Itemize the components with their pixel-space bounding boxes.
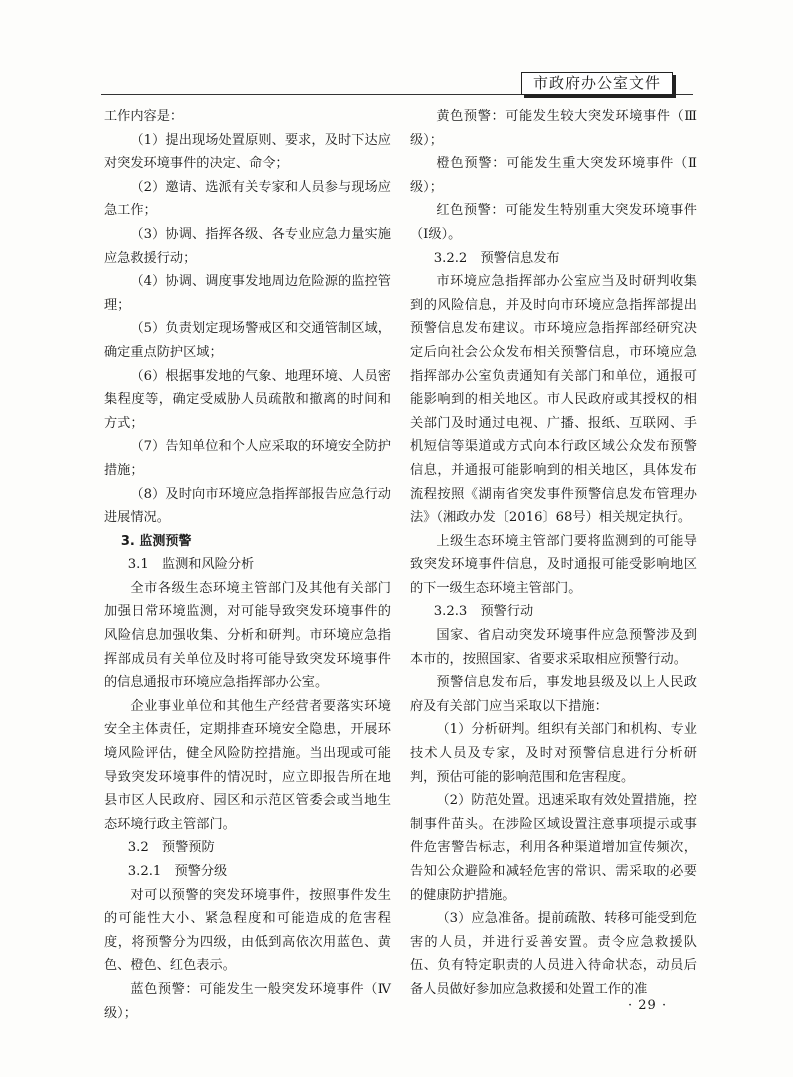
paragraph: 红色预警：可能发生特别重大突发环境事件（Ⅰ级）。: [410, 203, 697, 242]
page-number: · 29 ·: [628, 998, 668, 1013]
subsection-heading: 3.2.2 预警信息发布: [433, 250, 560, 266]
paragraph: （1）提出现场处置原则、要求，及时下达应对突发环境事件的决定、命令；: [104, 132, 391, 172]
paragraph: 市环境应急指挥部办公室应当及时研判收集到的风险信息，并及时向市环境应急指挥部提出预警信息发布建议。市环境应急指挥部经研究决定后向社会公众发布相关预警信息，市环境应急指挥部办公室负责通知有关部门和单位，通报可能影响到的相关地区。市人民政府或其授权的相关部门及时通过电视、广播、报纸、互联网、手机短信等渠道或方式向本行政区域公众发布预警信息，并通报可能影响到的相关地区，具体发布流程按照《湖南省突发事件预警信息发布管理办法》（湘政办发〔2016〕68号）相关规定执行。: [410, 274, 697, 526]
section-heading: 3. 监测预警: [120, 533, 192, 549]
paragraph: 工作内容是：: [104, 109, 184, 124]
paragraph: 全市各级生态环境主管部门及其他有关部门加强日常环境监测，对可能导致突发环境事件的风险信息加强收集、分析和研判。市环境应急指挥部成员有关单位及时将可能导致突发环境事件的信息通报市环境应急指挥部办公室。: [104, 580, 391, 691]
paragraph: （6）根据事发地的气象、地理环境、人员密集程度等，确定受威胁人员疏散和撤离的时间和方式；: [104, 368, 391, 431]
paragraph: （7）告知单位和个人应采取的环境安全防护措施；: [104, 439, 391, 478]
paragraph: （3）应急准备。提前疏散、转移可能受到危害的人员，并进行妥善安置。责令应急救援队伍、负有特定职责的人员进入待命状态，动员后备人员做好参加应急救援和处置工作的准: [410, 911, 697, 997]
paragraph: 黄色预警：可能发生较大突发环境事件（Ⅲ级）；: [410, 109, 697, 148]
paragraph: 国家、省启动突发环境事件应急预警涉及到本市的，按照国家、省要求采取相应预警行动。: [410, 628, 697, 667]
paragraph: 企业事业单位和其他生产经营者要落实环境安全主体责任，定期排查环境安全隐患，开展环境风险评估，健全风险防控措施。当出现或可能导致突发环境事件的情况时，应立即报告所在地县市区人民政府、园区和示范区管委会或当地生态环境行政主管部门。: [104, 698, 391, 832]
paragraph: （1）分析研判。组织有关部门和机构、专业技术人员及专家，及时对预警信息进行分析研判，预估可能的影响范围和危害程度。: [410, 722, 697, 785]
paragraph: 橙色预警：可能发生重大突发环境事件（Ⅱ级）；: [410, 156, 697, 195]
paragraph: （2）防范处置。迅速采取有效处置措施，控制事件苗头。在涉险区域设置注意事项提示或事件危害警告标志，利用各种渠道增加宣传频次，告知公众避险和减轻危害的常识、需采取的必要的健康防护措施。: [410, 793, 697, 903]
header-title: 市政府办公室文件: [521, 72, 673, 95]
paragraph: 蓝色预警：可能发生一般突发环境事件（Ⅳ级）；: [104, 981, 391, 1021]
paragraph: （5）负责划定现场警戒区和交通管制区域，确定重点防护区域；: [104, 321, 391, 360]
paragraph: （8）及时向市环境应急指挥部报告应急行动进展情况。: [104, 486, 391, 526]
paragraph: （2）邀请、选派有关专家和人员参与现场应急工作；: [104, 179, 391, 219]
paragraph: 对可以预警的突发环境事件，按照事件发生的可能性大小、紧急程度和可能造成的危害程度，将预警分为四级，由低到高依次用蓝色、黄色、橙色、红色表示。: [104, 887, 391, 974]
paragraph: 预警信息发布后，事发地县级及以上人民政府及有关部门应当采取以下措施：: [410, 675, 697, 714]
paragraph: （4）协调、调度事发地周边危险源的监控管理；: [104, 274, 391, 313]
subsection-heading: 3.2 预警预防: [127, 840, 215, 856]
subsection-heading: 3.1 监测和风险分析: [127, 557, 255, 573]
right-column: [410, 105, 697, 1002]
left-column: [104, 105, 391, 1025]
subsection-heading: 3.2.3 预警行动: [433, 604, 534, 620]
paragraph: 上级生态环境主管部门要将监测到的可能导致突发环境事件信息，及时通报可能受影响地区的下一级生态环境主管部门。: [410, 533, 697, 596]
paragraph: （3）协调、指挥各级、各专业应急力量实施应急救援行动；: [104, 226, 391, 266]
subsection-heading: 3.2.1 预警分级: [127, 864, 228, 879]
